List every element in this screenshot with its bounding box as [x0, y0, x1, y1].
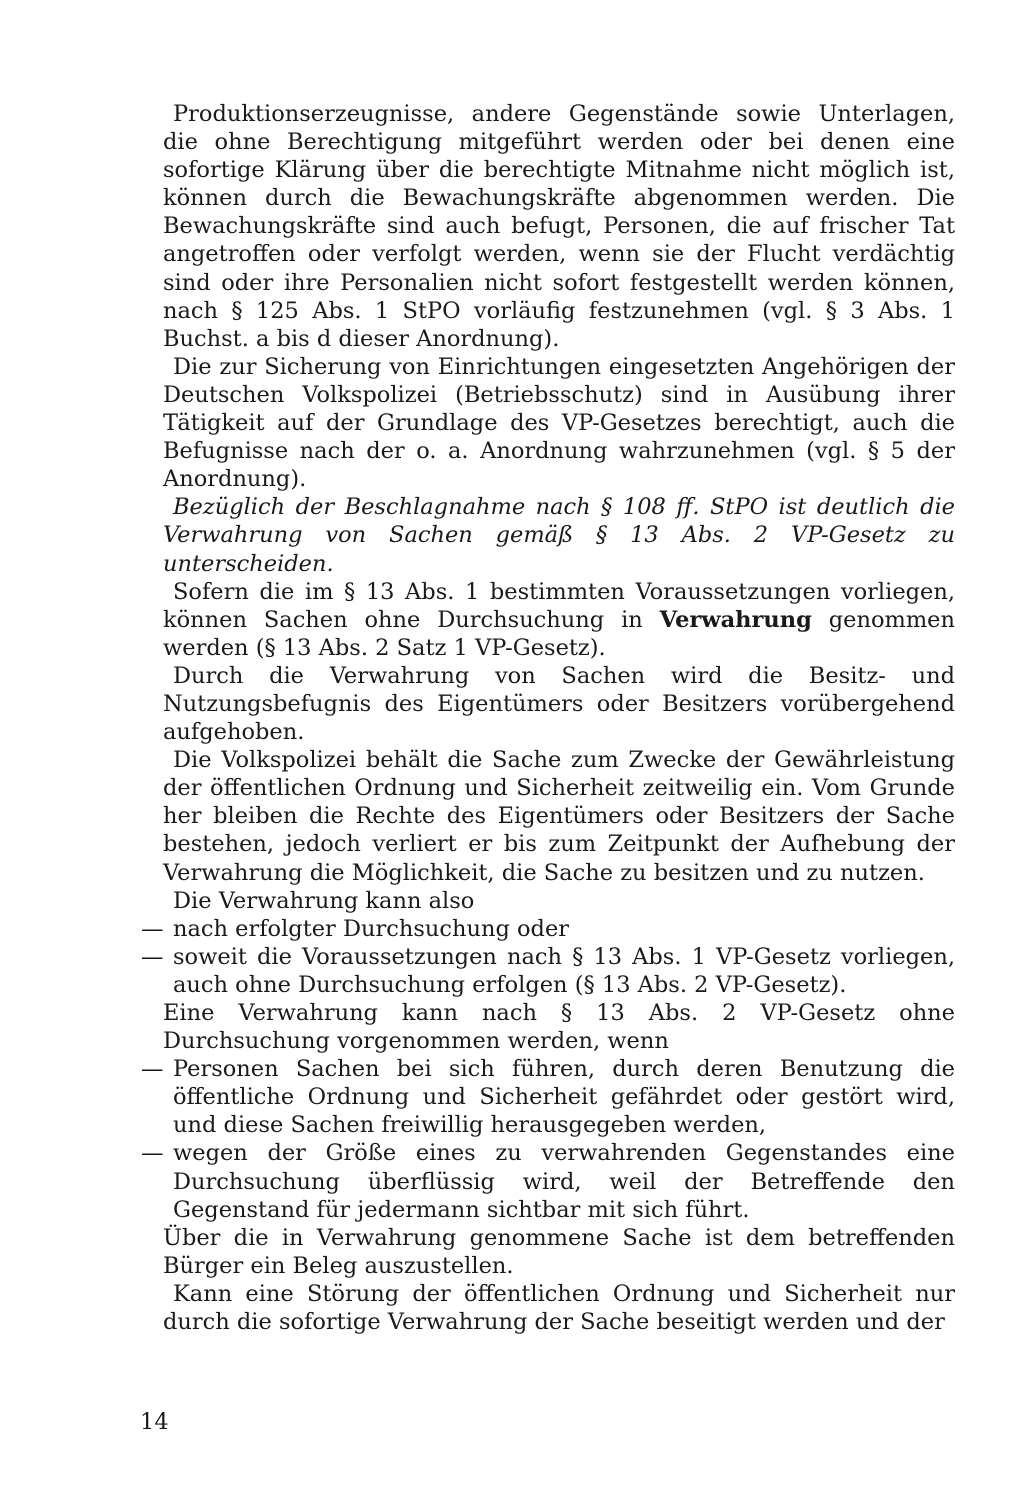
- paragraph-text-part: genommen werden (§ 13 Abs. 2 Satz 1 VP-Gesetz).: [163, 606, 955, 661]
- paragraph-volkspolizei-behaelt: Die Volkspolizei behält die Sache zum Zwecke der Gewährleistung der öffentlichen Ordnung und Sicherheit zeitweilig ein. Vom Grunde her bleiben die Rechte des Eigentümers oder Besitzers der Sache bestehen, jedoch verliert er bis zum Zeitpunkt der Aufhebung der Verwahrung die Möglichkeit, die Sache zu besitzen und zu nutzen.: [163, 747, 955, 886]
- dash-bullet: —: [141, 1140, 164, 1167]
- list-item: [141, 943, 955, 999]
- paragraph-verwahrung-conditions: [163, 578, 955, 662]
- paragraph-beleg: Über die in Verwahrung genommene Sache ist dem betreffenden Bürger ein Beleg auszustellen.: [163, 1224, 955, 1279]
- paragraph-beschlagnahme-note: Bezüglich der Beschlagnahme nach § 108 ff. StPO ist deutlich die Verwahrung von Sachen gemäß § 13 Abs. 2 VP-Gesetz zu unterscheiden.: [163, 494, 955, 577]
- emphasized-term: Verwahrung: [659, 606, 812, 633]
- list-item-text: wegen der Größe eines zu verwahrenden Gegenstandes eine Durchsuchung überflüssig wird, weil der Betreffende den Gegenstand für jedermann sichtbar mit sich führt.: [173, 1140, 955, 1223]
- dash-bullet: —: [141, 943, 164, 970]
- list-item: [141, 1055, 955, 1139]
- list-item-text: nach erfolgter Durchsuchung oder: [173, 915, 570, 942]
- page-number: 14: [140, 1409, 169, 1435]
- dash-bullet: —: [141, 1056, 164, 1083]
- paragraph-confiscation-by-guards: Produktionserzeugnisse, andere Gegenstände sowie Unterlagen, die ohne Berechtigung mitgeführt werden oder bei denen eine sofortige Klärung über die berechtigte Mitnahme nicht möglich ist, können durch die Bewachungskräfte abgenommen werden. Die Bewachungskräfte sind auch befugt, Personen, die auf frischer Tat angetroffen oder verfolgt werden, wenn sie der Flucht verdächtig sind oder ihre Personalien nicht sofort festgestellt werden können, nach § 125 Abs. 1 StPO vorläufig festzunehmen (vgl. § 3 Abs. 1 Buchst. a bis d dieser Anordnung).: [163, 101, 955, 352]
- paragraph-stoerung-continued: Kann eine Störung der öffentlichen Ordnung und Sicherheit nur durch die sofortige Verwahrung der Sache beseitigt werden und der: [163, 1280, 955, 1336]
- paragraph-text-part: Sofern die im § 13 Abs. 1 bestimmten Voraussetzungen vorliegen, können Sachen ohne Durchsuchung in: [163, 578, 955, 633]
- list-item: [141, 1139, 955, 1223]
- body-text: [141, 100, 955, 1336]
- list-item-text: Personen Sachen bei sich führen, durch deren Benutzung die öffentliche Ordnung und Sicherheit gefährdet oder gestört wird, und diese Sachen freiwillig herausgegeben werden,: [173, 1056, 955, 1139]
- list-item-text: soweit die Voraussetzungen nach § 13 Abs. 1 VP-Gesetz vorliegen, auch ohne Durchsuchung erfolgen (§ 13 Abs. 2 VP-Gesetz).: [173, 943, 955, 998]
- list-item: [141, 915, 955, 943]
- paragraph-betriebsschutz: Die zur Sicherung von Einrichtungen eingesetzten Angehörigen der Deutschen Volkspolizei (Betriebsschutz) sind in Ausübung ihrer Tätigkeit auf der Grundlage des VP-Gesetzes berechtigt, auch die Befugnisse nach der o. a. Anordnung wahrzunehmen (vgl. § 5 der Anordnung).: [163, 353, 955, 493]
- dash-bullet: —: [141, 915, 164, 942]
- paragraph-ohne-durchsuchung: Eine Verwahrung kann nach § 13 Abs. 2 VP-Gesetz ohne Durchsuchung vorgenommen werden, wenn: [163, 1000, 955, 1055]
- paragraph-besitz-nutzung: Durch die Verwahrung von Sachen wird die Besitz- und Nutzungsbefugnis des Eigentümers oder Besitzers vorübergehend aufgehoben.: [163, 662, 955, 746]
- paragraph-verwahrung-kann-also: Die Verwahrung kann also: [173, 887, 475, 914]
